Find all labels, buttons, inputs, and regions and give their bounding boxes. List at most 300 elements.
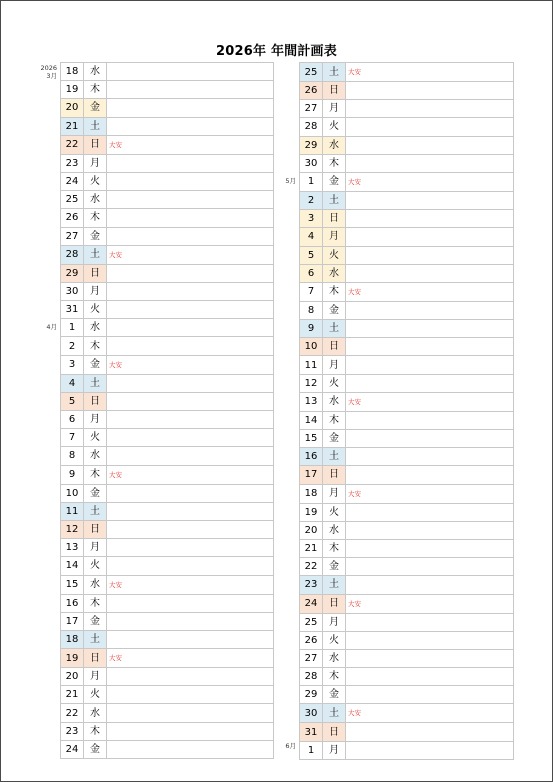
weekday-label: 水 (84, 575, 107, 594)
weekday-label: 金 (323, 558, 346, 576)
weekday-label: 水 (323, 649, 346, 667)
memo-cell[interactable] (107, 282, 274, 300)
calendar-row (61, 172, 274, 190)
calendar-row (300, 100, 514, 118)
day-number: 19 (61, 649, 84, 668)
calendar-row (61, 594, 274, 612)
day-number: 25 (61, 191, 84, 209)
memo-cell[interactable] (346, 172, 514, 191)
weekday-label: 火 (84, 172, 107, 190)
calendar-row (61, 649, 274, 668)
page-title: 2026年 年間計画表 (216, 44, 337, 59)
weekday-label: 土 (84, 374, 107, 392)
rokuyo-label: 大安 (109, 654, 122, 663)
calendar-row (61, 411, 274, 429)
rokuyo-label: 大安 (109, 140, 122, 149)
memo-cell[interactable] (346, 246, 514, 264)
day-number: 14 (61, 557, 84, 575)
calendar-row (300, 521, 514, 539)
calendar-row (300, 448, 514, 466)
calendar-row (300, 320, 514, 338)
calendar-row (61, 502, 274, 520)
memo-cell[interactable] (107, 392, 274, 410)
day-number: 27 (61, 227, 84, 245)
rokuyo-label: 大安 (109, 580, 122, 589)
weekday-label: 月 (323, 228, 346, 246)
weekday-label: 水 (84, 63, 107, 81)
day-number: 15 (61, 575, 84, 594)
day-number: 18 (300, 484, 323, 503)
calendar-row (300, 649, 514, 667)
month-label (256, 742, 296, 750)
left-calendar-column (60, 62, 274, 759)
calendar-row (61, 117, 274, 135)
weekday-label: 土 (84, 117, 107, 135)
day-number: 25 (300, 63, 323, 82)
calendar-row (61, 484, 274, 502)
memo-cell[interactable] (346, 282, 514, 301)
memo-cell[interactable] (346, 136, 514, 154)
weekday-label: 月 (84, 668, 107, 686)
day-number: 19 (300, 503, 323, 521)
weekday-label: 水 (84, 704, 107, 722)
memo-cell[interactable] (107, 612, 274, 630)
memo-cell[interactable] (346, 631, 514, 649)
rokuyo-label: 大安 (348, 397, 361, 406)
day-number: 1 (61, 319, 84, 337)
memo-cell[interactable] (346, 741, 514, 759)
memo-cell[interactable] (107, 209, 274, 227)
memo-cell[interactable] (346, 686, 514, 704)
day-number: 17 (61, 612, 84, 630)
memo-cell[interactable] (346, 374, 514, 392)
calendar-row (61, 686, 274, 704)
day-number: 25 (300, 613, 323, 631)
day-number: 12 (300, 374, 323, 392)
weekday-label: 水 (323, 264, 346, 282)
memo-cell[interactable] (107, 465, 274, 484)
memo-cell[interactable] (346, 63, 514, 82)
day-number: 9 (61, 465, 84, 484)
month-label-line: 6月 (285, 741, 296, 750)
calendar-row (61, 154, 274, 172)
day-number: 30 (300, 154, 323, 172)
calendar-row (300, 503, 514, 521)
memo-cell[interactable] (107, 520, 274, 538)
weekday-label: 木 (323, 539, 346, 557)
memo-cell[interactable] (107, 227, 274, 245)
weekday-label: 水 (84, 447, 107, 465)
memo-cell[interactable] (346, 723, 514, 741)
day-number: 5 (300, 246, 323, 264)
memo-cell[interactable] (107, 557, 274, 575)
memo-cell[interactable] (346, 594, 514, 613)
weekday-label: 木 (84, 465, 107, 484)
calendar-row (300, 613, 514, 631)
day-number: 10 (300, 338, 323, 356)
calendar-row (300, 228, 514, 246)
calendar-row (300, 631, 514, 649)
calendar-row (61, 227, 274, 245)
memo-cell[interactable] (107, 301, 274, 319)
weekday-label: 日 (323, 466, 346, 484)
weekday-label: 水 (323, 392, 346, 411)
rokuyo-label: 大安 (348, 177, 361, 186)
rokuyo-label: 大安 (109, 250, 122, 259)
day-number: 28 (61, 245, 84, 264)
memo-cell[interactable] (107, 484, 274, 502)
calendar-row (300, 741, 514, 759)
calendar-row (61, 301, 274, 319)
rokuyo-label: 大安 (348, 287, 361, 296)
weekday-label: 金 (84, 612, 107, 630)
day-number: 16 (300, 448, 323, 466)
calendar-row (300, 723, 514, 741)
calendar-row (61, 520, 274, 538)
day-number: 20 (61, 99, 84, 117)
calendar-row (61, 539, 274, 557)
calendar-row (300, 484, 514, 503)
month-label (17, 64, 57, 80)
day-number: 31 (61, 301, 84, 319)
weekday-label: 月 (84, 539, 107, 557)
weekday-label: 土 (323, 320, 346, 338)
weekday-label: 日 (84, 520, 107, 538)
rokuyo-label: 大安 (348, 68, 361, 76)
day-number: 13 (61, 539, 84, 557)
day-number: 2 (61, 337, 84, 355)
weekday-label: 木 (323, 411, 346, 429)
calendar-row (61, 704, 274, 722)
memo-cell[interactable] (107, 411, 274, 429)
memo-cell[interactable] (107, 337, 274, 355)
day-number: 23 (61, 722, 84, 740)
day-number: 23 (300, 576, 323, 594)
calendar-row (300, 264, 514, 282)
rokuyo-label: 大安 (348, 709, 361, 718)
calendar-row (300, 136, 514, 154)
memo-cell[interactable] (346, 411, 514, 429)
memo-cell[interactable] (107, 319, 274, 337)
calendar-row (300, 466, 514, 484)
weekday-label: 火 (323, 246, 346, 264)
weekday-label: 木 (84, 594, 107, 612)
weekday-label: 日 (323, 210, 346, 228)
day-number: 21 (61, 117, 84, 135)
weekday-label: 土 (84, 630, 107, 648)
calendar-row (61, 557, 274, 575)
memo-cell[interactable] (346, 338, 514, 356)
weekday-label: 木 (323, 154, 346, 172)
weekday-label: 日 (84, 135, 107, 154)
calendar-row (300, 282, 514, 301)
memo-cell[interactable] (346, 503, 514, 521)
calendar-row (300, 154, 514, 172)
calendar-row (300, 210, 514, 228)
memo-cell[interactable] (346, 320, 514, 338)
calendar-row (300, 82, 514, 100)
calendar-row (61, 245, 274, 264)
rokuyo-label: 大安 (109, 470, 122, 479)
weekday-label: 木 (84, 209, 107, 227)
day-number: 12 (61, 520, 84, 538)
calendar-row (300, 392, 514, 411)
weekday-label: 木 (323, 282, 346, 301)
calendar-row (61, 355, 274, 374)
month-label-line: 3月 (46, 72, 57, 81)
day-number: 10 (61, 484, 84, 502)
memo-cell[interactable] (107, 686, 274, 704)
day-number: 29 (300, 686, 323, 704)
weekday-label: 火 (84, 301, 107, 319)
day-number: 21 (300, 539, 323, 557)
day-number: 17 (300, 466, 323, 484)
calendar-row (61, 319, 274, 337)
memo-cell[interactable] (107, 154, 274, 172)
memo-cell[interactable] (107, 429, 274, 447)
day-number: 27 (300, 649, 323, 667)
memo-cell[interactable] (346, 430, 514, 448)
memo-cell[interactable] (107, 374, 274, 392)
memo-cell[interactable] (346, 466, 514, 484)
calendar-row (300, 686, 514, 704)
calendar-row (300, 558, 514, 576)
weekday-label: 日 (84, 264, 107, 282)
memo-cell[interactable] (107, 355, 274, 374)
day-number: 4 (300, 228, 323, 246)
weekday-label: 月 (323, 484, 346, 503)
day-number: 8 (300, 301, 323, 319)
memo-cell[interactable] (346, 392, 514, 411)
day-number: 8 (61, 447, 84, 465)
memo-cell[interactable] (346, 649, 514, 667)
calendar-row (61, 575, 274, 594)
memo-cell[interactable] (346, 301, 514, 319)
weekday-label: 日 (323, 82, 346, 100)
calendar-row (300, 118, 514, 136)
calendar-row (61, 63, 274, 81)
weekday-label: 火 (323, 631, 346, 649)
day-number: 24 (61, 740, 84, 758)
weekday-label: 月 (323, 356, 346, 374)
rokuyo-label: 大安 (109, 360, 122, 369)
day-number: 6 (300, 264, 323, 282)
right-calendar-column (299, 62, 514, 760)
weekday-label: 金 (323, 172, 346, 191)
memo-cell[interactable] (107, 245, 274, 264)
day-number: 24 (300, 594, 323, 613)
month-label-line: 4月 (46, 322, 57, 331)
month-label (17, 323, 57, 331)
memo-cell[interactable] (107, 630, 274, 648)
weekday-label: 日 (323, 594, 346, 613)
weekday-label: 火 (84, 686, 107, 704)
memo-cell[interactable] (346, 448, 514, 466)
day-number: 26 (61, 209, 84, 227)
day-number: 9 (300, 320, 323, 338)
day-number: 18 (61, 63, 84, 81)
memo-cell[interactable] (107, 191, 274, 209)
weekday-label: 金 (323, 430, 346, 448)
memo-cell[interactable] (346, 356, 514, 374)
memo-cell[interactable] (346, 191, 514, 209)
calendar-row (61, 465, 274, 484)
calendar-row (300, 191, 514, 209)
day-number: 4 (61, 374, 84, 392)
memo-cell[interactable] (107, 668, 274, 686)
day-number: 3 (61, 355, 84, 374)
calendar-row (300, 704, 514, 723)
memo-cell[interactable] (107, 502, 274, 520)
calendar-row (61, 191, 274, 209)
calendar-row (300, 411, 514, 429)
day-number: 16 (61, 594, 84, 612)
memo-cell[interactable] (346, 576, 514, 594)
weekday-label: 月 (84, 282, 107, 300)
day-number: 15 (300, 430, 323, 448)
day-number: 28 (300, 118, 323, 136)
day-number: 31 (300, 723, 323, 741)
weekday-label: 金 (84, 740, 107, 758)
memo-cell[interactable] (346, 118, 514, 136)
weekday-label: 月 (323, 100, 346, 118)
day-number: 14 (300, 411, 323, 429)
day-number: 30 (61, 282, 84, 300)
memo-cell[interactable] (107, 649, 274, 668)
weekday-label: 月 (84, 411, 107, 429)
memo-cell[interactable] (346, 668, 514, 686)
memo-cell[interactable] (346, 228, 514, 246)
day-number: 6 (61, 411, 84, 429)
rokuyo-label: 大安 (348, 489, 361, 498)
memo-cell[interactable] (107, 447, 274, 465)
day-number: 26 (300, 631, 323, 649)
day-number: 21 (61, 686, 84, 704)
weekday-label: 木 (84, 337, 107, 355)
calendar-row (300, 594, 514, 613)
memo-cell[interactable] (107, 135, 274, 154)
memo-cell[interactable] (107, 704, 274, 722)
weekday-label: 木 (84, 81, 107, 99)
day-number: 1 (300, 741, 323, 759)
calendar-row (300, 576, 514, 594)
month-label-line: 5月 (285, 177, 296, 186)
day-number: 1 (300, 172, 323, 191)
month-label (256, 177, 296, 185)
weekday-label: 土 (323, 448, 346, 466)
calendar-row (61, 135, 274, 154)
calendar-row (300, 374, 514, 392)
weekday-label: 金 (84, 227, 107, 245)
calendar-row (61, 264, 274, 282)
calendar-row (61, 209, 274, 227)
memo-cell[interactable] (107, 117, 274, 135)
calendar-row (61, 429, 274, 447)
calendar-row (300, 338, 514, 356)
memo-cell[interactable] (107, 594, 274, 612)
weekday-label: 日 (323, 723, 346, 741)
memo-cell[interactable] (107, 81, 274, 99)
calendar-row (61, 740, 274, 758)
weekday-label: 火 (323, 374, 346, 392)
calendar-row (300, 301, 514, 319)
memo-cell[interactable] (107, 722, 274, 740)
day-number: 7 (300, 282, 323, 301)
memo-cell[interactable] (346, 100, 514, 118)
memo-cell[interactable] (346, 82, 514, 100)
day-number: 13 (300, 392, 323, 411)
day-number: 27 (300, 100, 323, 118)
weekday-label: 金 (84, 484, 107, 502)
day-number: 20 (300, 521, 323, 539)
memo-cell[interactable] (346, 704, 514, 723)
calendar-row (61, 668, 274, 686)
weekday-label: 土 (323, 704, 346, 723)
calendar-row (61, 722, 274, 740)
day-number: 24 (61, 172, 84, 190)
memo-cell[interactable] (107, 575, 274, 594)
calendar-row (61, 630, 274, 648)
memo-cell[interactable] (346, 539, 514, 557)
month-label-line: 2026 (40, 64, 57, 73)
calendar-row (300, 172, 514, 191)
memo-cell[interactable] (346, 613, 514, 631)
memo-cell[interactable] (346, 154, 514, 172)
day-number: 18 (61, 630, 84, 648)
day-number: 20 (61, 668, 84, 686)
calendar-row (300, 539, 514, 557)
calendar-row (300, 668, 514, 686)
day-number: 11 (61, 502, 84, 520)
calendar-row (61, 337, 274, 355)
calendar-row (61, 392, 274, 410)
memo-cell[interactable] (346, 264, 514, 282)
weekday-label: 土 (84, 245, 107, 264)
memo-cell[interactable] (346, 210, 514, 228)
memo-cell[interactable] (346, 521, 514, 539)
weekday-label: 土 (323, 63, 346, 82)
rokuyo-label: 大安 (348, 599, 361, 608)
weekday-label: 火 (323, 118, 346, 136)
memo-cell[interactable] (107, 264, 274, 282)
weekday-label: 土 (323, 576, 346, 594)
day-number: 22 (61, 135, 84, 154)
day-number: 19 (61, 81, 84, 99)
weekday-label: 金 (323, 686, 346, 704)
memo-cell[interactable] (346, 558, 514, 576)
weekday-label: 土 (323, 191, 346, 209)
calendar-row (300, 246, 514, 264)
memo-cell[interactable] (107, 99, 274, 117)
weekday-label: 水 (84, 191, 107, 209)
memo-cell[interactable] (107, 740, 274, 758)
weekday-label: 金 (323, 301, 346, 319)
weekday-label: 日 (84, 392, 107, 410)
calendar-row (61, 282, 274, 300)
weekday-label: 金 (84, 99, 107, 117)
weekday-label: 水 (323, 521, 346, 539)
day-number: 28 (300, 668, 323, 686)
weekday-label: 月 (323, 741, 346, 759)
calendar-row (300, 356, 514, 374)
memo-cell[interactable] (107, 539, 274, 557)
memo-cell[interactable] (107, 172, 274, 190)
weekday-label: 木 (323, 668, 346, 686)
calendar-row (61, 374, 274, 392)
weekday-label: 木 (84, 722, 107, 740)
memo-cell[interactable] (346, 484, 514, 503)
memo-cell[interactable] (107, 63, 274, 81)
